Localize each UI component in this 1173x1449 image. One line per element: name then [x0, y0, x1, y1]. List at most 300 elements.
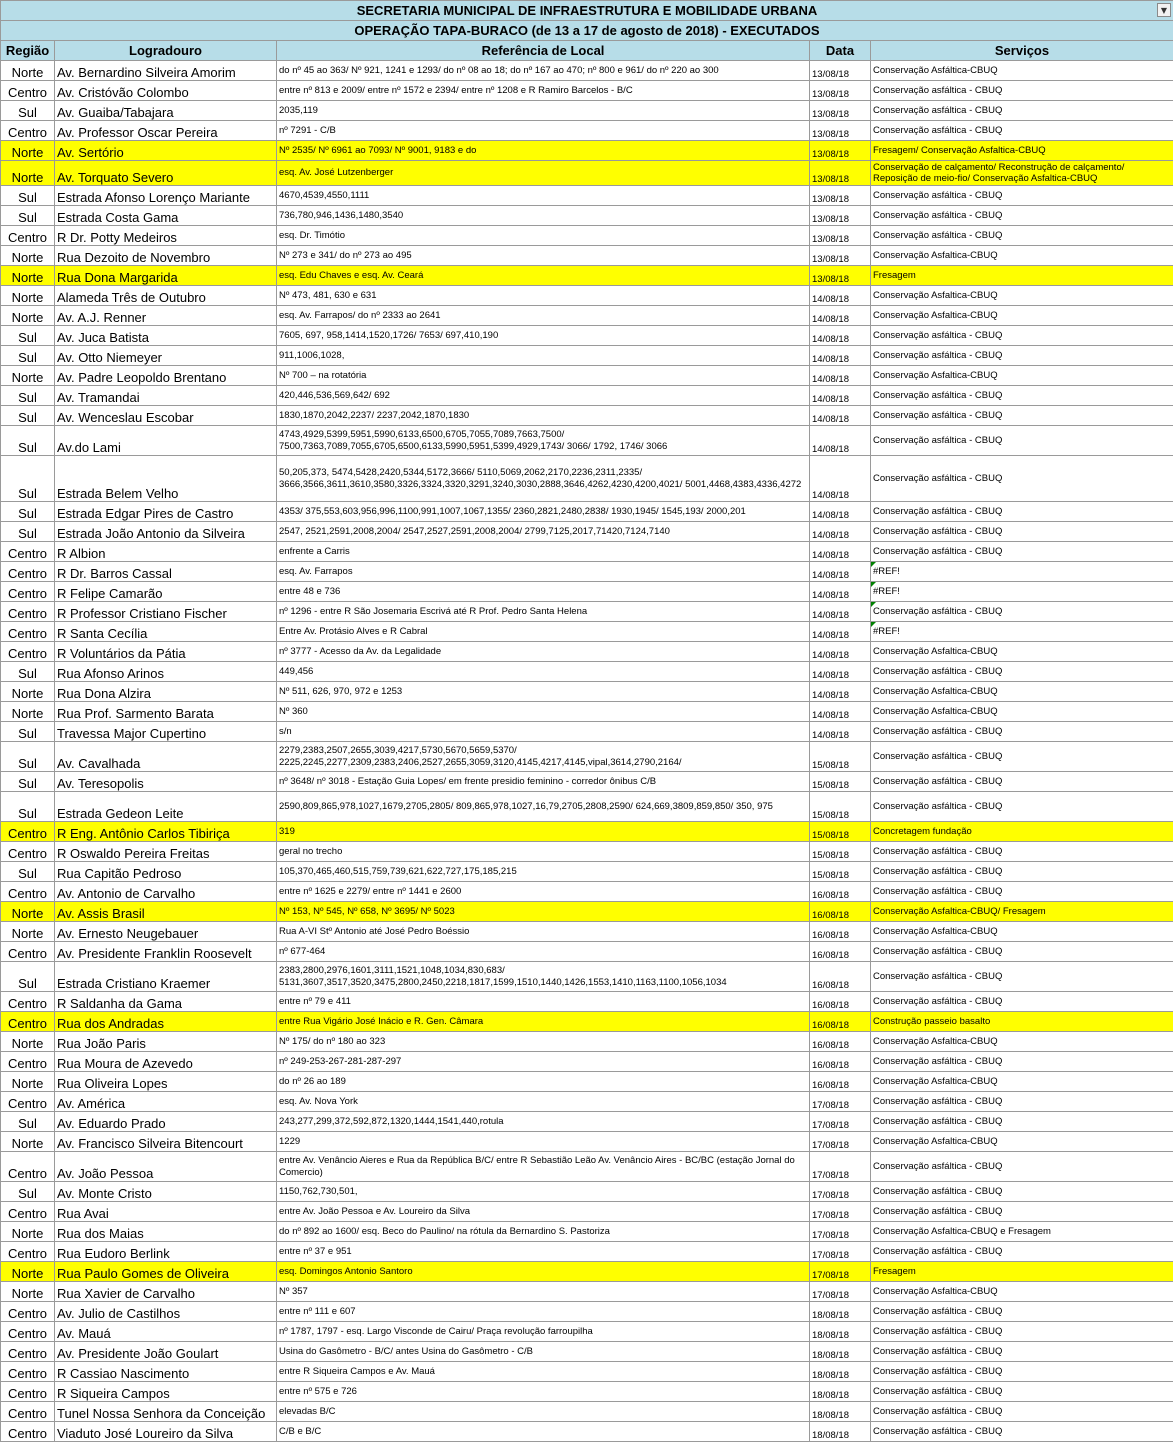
cell-regiao[interactable]: [1, 682, 55, 702]
cell-servicos[interactable]: [871, 326, 1173, 346]
cell-referencia[interactable]: [277, 1402, 810, 1422]
cell-regiao[interactable]: [1, 792, 55, 822]
cell-regiao[interactable]: [1, 306, 55, 326]
cell-data[interactable]: [810, 1282, 871, 1302]
cell-data[interactable]: [810, 141, 871, 161]
cell-referencia[interactable]: [277, 206, 810, 226]
cell-referencia[interactable]: [277, 1322, 810, 1342]
cell-logradouro[interactable]: [55, 602, 277, 622]
cell-referencia[interactable]: [277, 1152, 810, 1182]
cell-regiao[interactable]: [1, 1032, 55, 1052]
cell-servicos[interactable]: [871, 642, 1173, 662]
cell-regiao[interactable]: [1, 502, 55, 522]
cell-data[interactable]: [810, 346, 871, 366]
cell-servicos[interactable]: [871, 1222, 1173, 1242]
cell-logradouro[interactable]: [55, 1092, 277, 1112]
cell-servicos[interactable]: [871, 346, 1173, 366]
cell-logradouro[interactable]: [55, 226, 277, 246]
cell-servicos[interactable]: [871, 1282, 1173, 1302]
cell-servicos[interactable]: [871, 161, 1173, 186]
cell-logradouro[interactable]: [55, 502, 277, 522]
cell-servicos[interactable]: [871, 1302, 1173, 1322]
cell-data[interactable]: [810, 1422, 871, 1442]
cell-servicos[interactable]: [871, 246, 1173, 266]
header-data[interactable]: Data: [810, 41, 871, 61]
cell-data[interactable]: [810, 1202, 871, 1222]
cell-servicos[interactable]: [871, 622, 1173, 642]
cell-referencia[interactable]: [277, 992, 810, 1012]
cell-data[interactable]: [810, 1322, 871, 1342]
cell-regiao[interactable]: [1, 742, 55, 772]
cell-referencia[interactable]: [277, 882, 810, 902]
cell-referencia[interactable]: [277, 406, 810, 426]
cell-regiao[interactable]: [1, 1342, 55, 1362]
cell-logradouro[interactable]: [55, 81, 277, 101]
cell-servicos[interactable]: [871, 522, 1173, 542]
cell-referencia[interactable]: [277, 742, 810, 772]
cell-referencia[interactable]: [277, 426, 810, 456]
cell-data[interactable]: [810, 456, 871, 502]
cell-data[interactable]: [810, 662, 871, 682]
cell-logradouro[interactable]: [55, 1072, 277, 1092]
cell-referencia[interactable]: [277, 702, 810, 722]
cell-data[interactable]: [810, 1382, 871, 1402]
cell-logradouro[interactable]: [55, 1012, 277, 1032]
cell-data[interactable]: [810, 121, 871, 141]
cell-referencia[interactable]: [277, 346, 810, 366]
cell-regiao[interactable]: [1, 1302, 55, 1322]
cell-logradouro[interactable]: [55, 366, 277, 386]
cell-data[interactable]: [810, 1342, 871, 1362]
cell-data[interactable]: [810, 902, 871, 922]
cell-servicos[interactable]: [871, 662, 1173, 682]
cell-logradouro[interactable]: [55, 842, 277, 862]
cell-regiao[interactable]: [1, 1152, 55, 1182]
cell-data[interactable]: [810, 266, 871, 286]
cell-servicos[interactable]: [871, 1182, 1173, 1202]
cell-regiao[interactable]: [1, 562, 55, 582]
header-referencia[interactable]: Referência de Local: [277, 41, 810, 61]
cell-logradouro[interactable]: [55, 1362, 277, 1382]
cell-servicos[interactable]: [871, 1362, 1173, 1382]
cell-data[interactable]: [810, 1132, 871, 1152]
cell-data[interactable]: [810, 1262, 871, 1282]
cell-logradouro[interactable]: [55, 101, 277, 121]
cell-referencia[interactable]: [277, 1132, 810, 1152]
cell-logradouro[interactable]: [55, 922, 277, 942]
cell-servicos[interactable]: [871, 1152, 1173, 1182]
cell-logradouro[interactable]: [55, 942, 277, 962]
cell-logradouro[interactable]: [55, 862, 277, 882]
cell-logradouro[interactable]: [55, 1302, 277, 1322]
cell-regiao[interactable]: [1, 141, 55, 161]
cell-regiao[interactable]: [1, 772, 55, 792]
cell-data[interactable]: [810, 522, 871, 542]
cell-data[interactable]: [810, 702, 871, 722]
cell-referencia[interactable]: [277, 1012, 810, 1032]
cell-referencia[interactable]: [277, 842, 810, 862]
cell-referencia[interactable]: [277, 161, 810, 186]
cell-servicos[interactable]: [871, 1052, 1173, 1072]
cell-logradouro[interactable]: [55, 1202, 277, 1222]
cell-referencia[interactable]: [277, 306, 810, 326]
cell-data[interactable]: [810, 286, 871, 306]
cell-logradouro[interactable]: [55, 822, 277, 842]
cell-regiao[interactable]: [1, 206, 55, 226]
cell-servicos[interactable]: [871, 602, 1173, 622]
cell-logradouro[interactable]: [55, 386, 277, 406]
cell-referencia[interactable]: [277, 822, 810, 842]
cell-referencia[interactable]: [277, 61, 810, 81]
cell-data[interactable]: [810, 186, 871, 206]
cell-regiao[interactable]: [1, 456, 55, 502]
cell-logradouro[interactable]: [55, 622, 277, 642]
cell-logradouro[interactable]: [55, 406, 277, 426]
cell-data[interactable]: [810, 306, 871, 326]
cell-referencia[interactable]: [277, 186, 810, 206]
cell-regiao[interactable]: [1, 326, 55, 346]
cell-referencia[interactable]: [277, 542, 810, 562]
cell-regiao[interactable]: [1, 161, 55, 186]
cell-data[interactable]: [810, 792, 871, 822]
cell-logradouro[interactable]: [55, 426, 277, 456]
header-logradouro[interactable]: Logradouro: [55, 41, 277, 61]
cell-logradouro[interactable]: [55, 161, 277, 186]
cell-logradouro[interactable]: [55, 1152, 277, 1182]
cell-servicos[interactable]: [871, 1322, 1173, 1342]
cell-logradouro[interactable]: [55, 141, 277, 161]
cell-data[interactable]: [810, 882, 871, 902]
cell-servicos[interactable]: [871, 842, 1173, 862]
cell-referencia[interactable]: [277, 772, 810, 792]
cell-servicos[interactable]: [871, 186, 1173, 206]
cell-servicos[interactable]: [871, 942, 1173, 962]
cell-logradouro[interactable]: [55, 1342, 277, 1362]
cell-data[interactable]: [810, 842, 871, 862]
cell-referencia[interactable]: [277, 1032, 810, 1052]
cell-logradouro[interactable]: [55, 1242, 277, 1262]
cell-regiao[interactable]: [1, 922, 55, 942]
cell-regiao[interactable]: [1, 962, 55, 992]
cell-referencia[interactable]: [277, 962, 810, 992]
cell-data[interactable]: [810, 502, 871, 522]
cell-data[interactable]: [810, 406, 871, 426]
cell-regiao[interactable]: [1, 582, 55, 602]
cell-regiao[interactable]: [1, 1422, 55, 1442]
cell-regiao[interactable]: [1, 642, 55, 662]
cell-data[interactable]: [810, 206, 871, 226]
cell-data[interactable]: [810, 682, 871, 702]
cell-logradouro[interactable]: [55, 1052, 277, 1072]
cell-servicos[interactable]: [871, 121, 1173, 141]
cell-referencia[interactable]: [277, 326, 810, 346]
cell-regiao[interactable]: [1, 602, 55, 622]
cell-servicos[interactable]: [871, 141, 1173, 161]
cell-referencia[interactable]: [277, 922, 810, 942]
cell-logradouro[interactable]: [55, 456, 277, 502]
cell-logradouro[interactable]: [55, 346, 277, 366]
cell-regiao[interactable]: [1, 386, 55, 406]
cell-data[interactable]: [810, 622, 871, 642]
cell-data[interactable]: [810, 1242, 871, 1262]
cell-referencia[interactable]: [277, 266, 810, 286]
cell-logradouro[interactable]: [55, 992, 277, 1012]
cell-referencia[interactable]: [277, 662, 810, 682]
cell-data[interactable]: [810, 822, 871, 842]
cell-logradouro[interactable]: [55, 326, 277, 346]
cell-servicos[interactable]: [871, 1072, 1173, 1092]
cell-referencia[interactable]: [277, 1202, 810, 1222]
cell-regiao[interactable]: [1, 522, 55, 542]
cell-referencia[interactable]: [277, 862, 810, 882]
cell-logradouro[interactable]: [55, 742, 277, 772]
cell-regiao[interactable]: [1, 992, 55, 1012]
cell-servicos[interactable]: [871, 1422, 1173, 1442]
cell-logradouro[interactable]: [55, 61, 277, 81]
cell-servicos[interactable]: [871, 426, 1173, 456]
cell-servicos[interactable]: [871, 1342, 1173, 1362]
cell-data[interactable]: [810, 366, 871, 386]
cell-regiao[interactable]: [1, 1112, 55, 1132]
cell-logradouro[interactable]: [55, 562, 277, 582]
cell-servicos[interactable]: [871, 922, 1173, 942]
cell-referencia[interactable]: [277, 1222, 810, 1242]
cell-data[interactable]: [810, 992, 871, 1012]
cell-servicos[interactable]: [871, 1262, 1173, 1282]
cell-logradouro[interactable]: [55, 1222, 277, 1242]
cell-data[interactable]: [810, 742, 871, 772]
cell-data[interactable]: [810, 722, 871, 742]
cell-servicos[interactable]: [871, 406, 1173, 426]
cell-data[interactable]: [810, 1032, 871, 1052]
cell-logradouro[interactable]: [55, 186, 277, 206]
cell-logradouro[interactable]: [55, 1182, 277, 1202]
cell-logradouro[interactable]: [55, 962, 277, 992]
cell-regiao[interactable]: [1, 1362, 55, 1382]
cell-logradouro[interactable]: [55, 1422, 277, 1442]
cell-logradouro[interactable]: [55, 1132, 277, 1152]
cell-regiao[interactable]: [1, 1382, 55, 1402]
cell-data[interactable]: [810, 101, 871, 121]
cell-servicos[interactable]: [871, 682, 1173, 702]
cell-regiao[interactable]: [1, 121, 55, 141]
cell-regiao[interactable]: [1, 426, 55, 456]
cell-servicos[interactable]: [871, 1012, 1173, 1032]
cell-servicos[interactable]: [871, 386, 1173, 406]
cell-logradouro[interactable]: [55, 1262, 277, 1282]
cell-regiao[interactable]: [1, 1242, 55, 1262]
cell-data[interactable]: [810, 1012, 871, 1032]
cell-servicos[interactable]: [871, 772, 1173, 792]
cell-logradouro[interactable]: [55, 266, 277, 286]
cell-referencia[interactable]: [277, 1242, 810, 1262]
cell-data[interactable]: [810, 962, 871, 992]
cell-data[interactable]: [810, 386, 871, 406]
cell-logradouro[interactable]: [55, 306, 277, 326]
cell-servicos[interactable]: [871, 882, 1173, 902]
cell-regiao[interactable]: [1, 662, 55, 682]
cell-servicos[interactable]: [871, 1382, 1173, 1402]
cell-referencia[interactable]: [277, 1182, 810, 1202]
cell-servicos[interactable]: [871, 1092, 1173, 1112]
cell-servicos[interactable]: [871, 962, 1173, 992]
cell-logradouro[interactable]: [55, 792, 277, 822]
cell-servicos[interactable]: [871, 81, 1173, 101]
cell-servicos[interactable]: [871, 792, 1173, 822]
cell-data[interactable]: [810, 1072, 871, 1092]
cell-logradouro[interactable]: [55, 772, 277, 792]
dropdown-arrow-icon[interactable]: ▼: [1157, 3, 1171, 17]
cell-regiao[interactable]: [1, 622, 55, 642]
cell-logradouro[interactable]: [55, 642, 277, 662]
cell-referencia[interactable]: [277, 522, 810, 542]
cell-referencia[interactable]: [277, 386, 810, 406]
cell-servicos[interactable]: [871, 722, 1173, 742]
cell-servicos[interactable]: [871, 266, 1173, 286]
cell-data[interactable]: [810, 562, 871, 582]
cell-regiao[interactable]: [1, 406, 55, 426]
cell-servicos[interactable]: [871, 502, 1173, 522]
cell-servicos[interactable]: [871, 306, 1173, 326]
cell-regiao[interactable]: [1, 1132, 55, 1152]
cell-logradouro[interactable]: [55, 246, 277, 266]
cell-logradouro[interactable]: [55, 722, 277, 742]
cell-regiao[interactable]: [1, 286, 55, 306]
cell-regiao[interactable]: [1, 722, 55, 742]
cell-data[interactable]: [810, 326, 871, 346]
cell-regiao[interactable]: [1, 1092, 55, 1112]
cell-referencia[interactable]: [277, 602, 810, 622]
cell-regiao[interactable]: [1, 842, 55, 862]
cell-regiao[interactable]: [1, 266, 55, 286]
cell-regiao[interactable]: [1, 366, 55, 386]
cell-data[interactable]: [810, 1222, 871, 1242]
cell-servicos[interactable]: [871, 226, 1173, 246]
cell-logradouro[interactable]: [55, 542, 277, 562]
cell-logradouro[interactable]: [55, 121, 277, 141]
cell-logradouro[interactable]: [55, 662, 277, 682]
cell-data[interactable]: [810, 61, 871, 81]
cell-referencia[interactable]: [277, 682, 810, 702]
cell-logradouro[interactable]: [55, 1282, 277, 1302]
cell-regiao[interactable]: [1, 81, 55, 101]
cell-regiao[interactable]: [1, 1182, 55, 1202]
cell-data[interactable]: [810, 862, 871, 882]
cell-regiao[interactable]: [1, 902, 55, 922]
cell-regiao[interactable]: [1, 942, 55, 962]
cell-servicos[interactable]: [871, 582, 1173, 602]
cell-data[interactable]: [810, 942, 871, 962]
cell-referencia[interactable]: [277, 1282, 810, 1302]
cell-servicos[interactable]: [871, 456, 1173, 502]
cell-referencia[interactable]: [277, 902, 810, 922]
cell-servicos[interactable]: [871, 542, 1173, 562]
cell-regiao[interactable]: [1, 702, 55, 722]
cell-regiao[interactable]: [1, 1402, 55, 1422]
cell-data[interactable]: [810, 1112, 871, 1132]
cell-data[interactable]: [810, 81, 871, 101]
cell-logradouro[interactable]: [55, 522, 277, 542]
cell-referencia[interactable]: [277, 792, 810, 822]
cell-logradouro[interactable]: [55, 1382, 277, 1402]
cell-data[interactable]: [810, 642, 871, 662]
cell-referencia[interactable]: [277, 1112, 810, 1132]
cell-regiao[interactable]: [1, 246, 55, 266]
cell-data[interactable]: [810, 1362, 871, 1382]
cell-referencia[interactable]: [277, 502, 810, 522]
cell-regiao[interactable]: [1, 101, 55, 121]
cell-logradouro[interactable]: [55, 206, 277, 226]
cell-logradouro[interactable]: [55, 286, 277, 306]
cell-regiao[interactable]: [1, 1052, 55, 1072]
cell-referencia[interactable]: [277, 722, 810, 742]
cell-data[interactable]: [810, 226, 871, 246]
cell-data[interactable]: [810, 582, 871, 602]
cell-regiao[interactable]: [1, 346, 55, 366]
cell-regiao[interactable]: [1, 862, 55, 882]
cell-referencia[interactable]: [277, 1382, 810, 1402]
cell-servicos[interactable]: [871, 366, 1173, 386]
cell-logradouro[interactable]: [55, 1322, 277, 1342]
cell-logradouro[interactable]: [55, 582, 277, 602]
cell-data[interactable]: [810, 602, 871, 622]
cell-referencia[interactable]: [277, 101, 810, 121]
cell-data[interactable]: [810, 161, 871, 186]
cell-regiao[interactable]: [1, 186, 55, 206]
cell-logradouro[interactable]: [55, 902, 277, 922]
cell-referencia[interactable]: [277, 1072, 810, 1092]
cell-data[interactable]: [810, 542, 871, 562]
cell-data[interactable]: [810, 1152, 871, 1182]
cell-referencia[interactable]: [277, 642, 810, 662]
cell-regiao[interactable]: [1, 61, 55, 81]
cell-servicos[interactable]: [871, 822, 1173, 842]
header-regiao[interactable]: Região: [1, 41, 55, 61]
cell-referencia[interactable]: [277, 622, 810, 642]
cell-logradouro[interactable]: [55, 882, 277, 902]
cell-regiao[interactable]: [1, 1202, 55, 1222]
cell-regiao[interactable]: [1, 1322, 55, 1342]
cell-referencia[interactable]: [277, 942, 810, 962]
cell-referencia[interactable]: [277, 366, 810, 386]
cell-referencia[interactable]: [277, 1362, 810, 1382]
cell-logradouro[interactable]: [55, 682, 277, 702]
cell-regiao[interactable]: [1, 822, 55, 842]
cell-referencia[interactable]: [277, 562, 810, 582]
cell-servicos[interactable]: [871, 1402, 1173, 1422]
cell-servicos[interactable]: [871, 1202, 1173, 1222]
cell-data[interactable]: [810, 246, 871, 266]
cell-referencia[interactable]: [277, 81, 810, 101]
cell-servicos[interactable]: [871, 1242, 1173, 1262]
cell-referencia[interactable]: [277, 1262, 810, 1282]
cell-regiao[interactable]: [1, 542, 55, 562]
cell-data[interactable]: [810, 1052, 871, 1072]
cell-referencia[interactable]: [277, 1052, 810, 1072]
cell-referencia[interactable]: [277, 286, 810, 306]
cell-servicos[interactable]: [871, 742, 1173, 772]
cell-referencia[interactable]: [277, 1302, 810, 1322]
cell-logradouro[interactable]: [55, 1032, 277, 1052]
cell-data[interactable]: [810, 922, 871, 942]
cell-data[interactable]: [810, 1182, 871, 1202]
cell-logradouro[interactable]: [55, 1402, 277, 1422]
cell-logradouro[interactable]: [55, 1112, 277, 1132]
cell-servicos[interactable]: [871, 1112, 1173, 1132]
cell-servicos[interactable]: [871, 862, 1173, 882]
cell-regiao[interactable]: [1, 226, 55, 246]
cell-servicos[interactable]: [871, 1032, 1173, 1052]
